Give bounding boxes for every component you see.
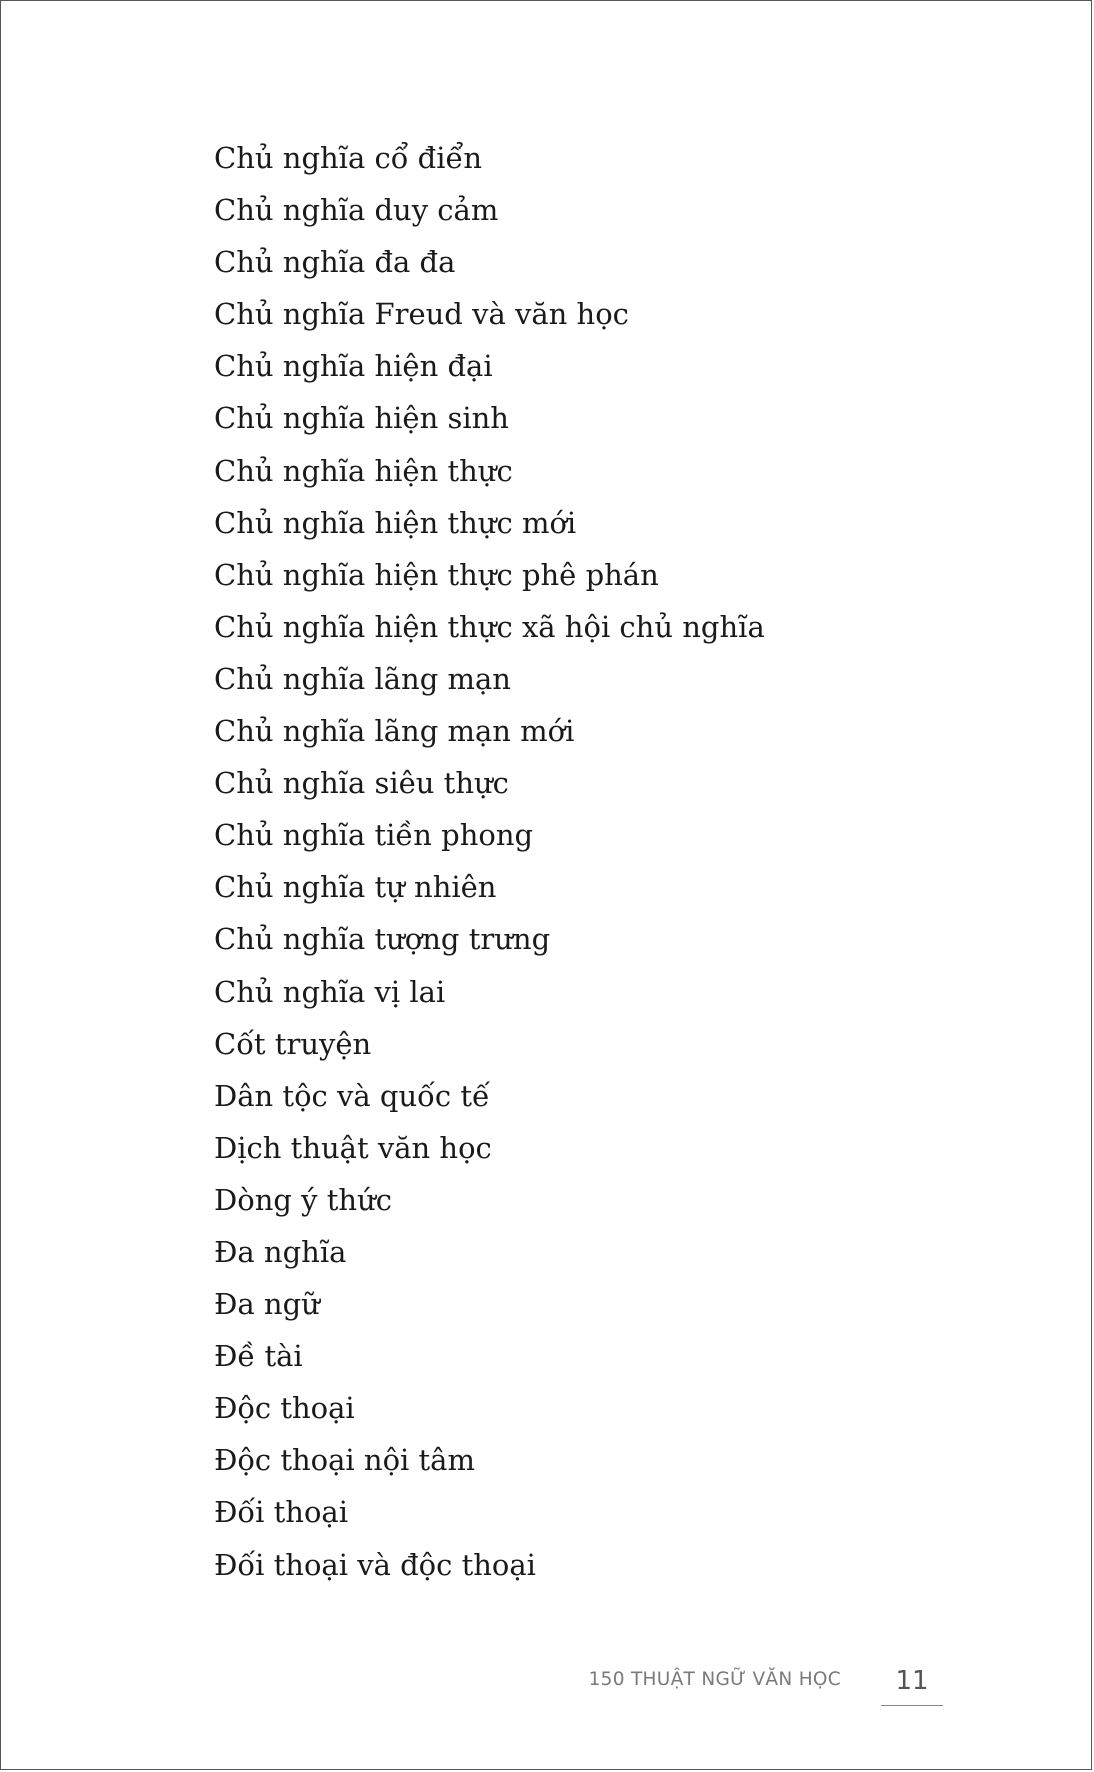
term-list	[214, 132, 765, 1591]
running-footer-title: 150 THUẬT NGỮ VĂN HỌC	[588, 1669, 841, 1690]
term-item: Chủ nghĩa hiện thực phê phán	[214, 557, 659, 592]
term-item: Độc thoại nội tâm	[214, 1443, 475, 1478]
term-item: Chủ nghĩa hiện thực xã hội chủ nghĩa	[214, 609, 765, 644]
term-item: Chủ nghĩa vị lai	[214, 974, 446, 1009]
term-item: Dòng ý thức	[214, 1182, 393, 1217]
term-item: Đối thoại	[214, 1495, 348, 1530]
term-item: Độc thoại	[214, 1391, 355, 1426]
term-item: Dân tộc và quốc tế	[214, 1078, 490, 1113]
term-item: Đề tài	[214, 1339, 303, 1374]
term-item: Đối thoại và độc thoại	[214, 1547, 536, 1582]
term-item: Chủ nghĩa tượng trưng	[214, 922, 551, 957]
page-number: 11	[895, 1666, 929, 1696]
term-item: Đa nghĩa	[214, 1234, 347, 1269]
term-item: Đa ngữ	[214, 1287, 320, 1322]
term-item: Chủ nghĩa lãng mạn mới	[214, 714, 575, 749]
term-item: Chủ nghĩa hiện sinh	[214, 401, 509, 436]
term-item: Chủ nghĩa Freud và văn học	[214, 297, 629, 332]
term-item: Chủ nghĩa hiện thực mới	[214, 505, 577, 540]
page-footer	[589, 1667, 943, 1694]
page-number-block	[881, 1667, 943, 1706]
term-item: Chủ nghĩa hiện đại	[214, 349, 493, 384]
term-item: Chủ nghĩa đa đa	[214, 245, 456, 280]
term-item: Chủ nghĩa tiền phong	[214, 818, 534, 853]
term-item: Cốt truyện	[214, 1026, 372, 1061]
term-item: Chủ nghĩa hiện thực	[214, 453, 513, 488]
term-item: Chủ nghĩa tự nhiên	[214, 870, 497, 905]
term-item: Chủ nghĩa siêu thực	[214, 766, 509, 801]
term-item: Chủ nghĩa lãng mạn	[214, 661, 511, 696]
term-item: Chủ nghĩa cổ điển	[214, 141, 483, 175]
term-item: Chủ nghĩa duy cảm	[214, 193, 499, 228]
term-item: Dịch thuật văn học	[214, 1130, 492, 1165]
